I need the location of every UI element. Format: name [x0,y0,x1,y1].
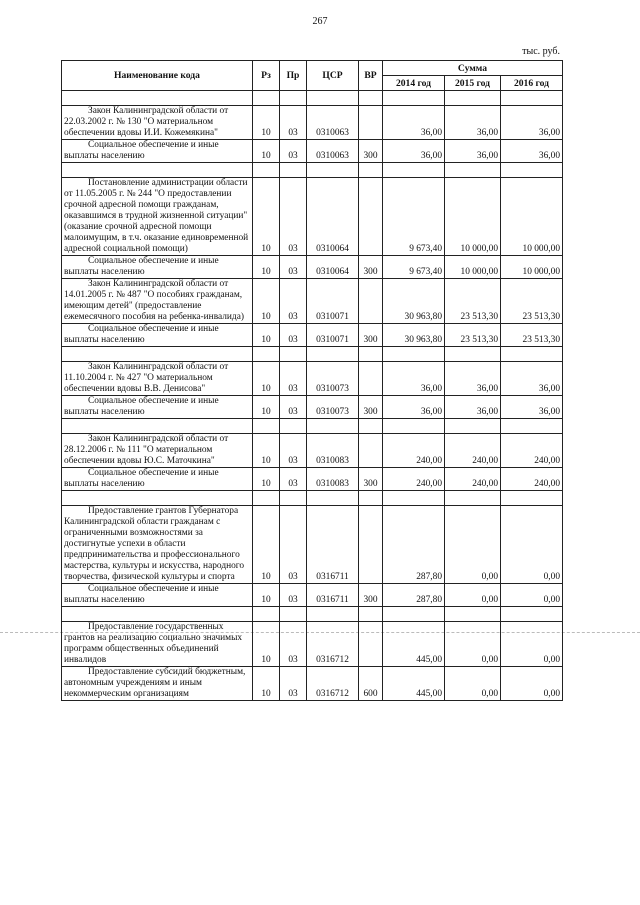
row-name [62,506,253,584]
row-2016: 0,00 [501,506,563,584]
units-label: тыс. руб. [522,46,560,57]
row-vr: 300 [359,584,383,607]
header-2014: 2014 год [383,76,445,91]
spacer-row [62,419,563,434]
row-name-text: Закон Калининградской области от 11.10.2004 г. № 427 "О материальном обеспечении вдовы В.В. Денисова" [64,362,229,394]
row-pr: 03 [280,667,307,701]
row-vr [359,434,383,468]
row-2014: 36,00 [383,140,445,163]
row-pr: 03 [280,434,307,468]
row-2016: 36,00 [501,106,563,140]
row-2014: 30 963,80 [383,324,445,347]
table-row [62,584,563,607]
row-2016: 23 513,30 [501,279,563,324]
header-csr: ЦСР [307,61,359,91]
row-rz: 10 [253,506,280,584]
row-pr: 03 [280,584,307,607]
table-body [62,91,563,701]
spacer-row [62,607,563,622]
table-row [62,506,563,584]
row-name-text: Социальное обеспечение и иные выплаты населению [64,140,219,161]
row-pr: 03 [280,279,307,324]
row-2015: 0,00 [445,622,501,667]
row-name [62,279,253,324]
row-csr: 0310064 [307,256,359,279]
row-2014: 445,00 [383,622,445,667]
row-name-text: Закон Калининградской области от 22.03.2002 г. № 130 "О материальном обеспечении вдовы И.И. Кожемякина" [64,106,229,138]
row-rz: 10 [253,667,280,701]
table-row [62,362,563,396]
row-name [62,178,253,256]
header-sum: Сумма [383,61,563,76]
table-row [62,396,563,419]
row-2015: 0,00 [445,506,501,584]
row-rz: 10 [253,584,280,607]
row-name [62,584,253,607]
table-row [62,622,563,667]
row-2015: 36,00 [445,396,501,419]
row-2014: 9 673,40 [383,178,445,256]
row-2016: 10 000,00 [501,256,563,279]
row-2016: 0,00 [501,584,563,607]
row-csr: 0310063 [307,106,359,140]
row-2015: 23 513,30 [445,324,501,347]
row-2015: 0,00 [445,584,501,607]
row-rz: 10 [253,468,280,491]
row-pr: 03 [280,106,307,140]
row-2016: 36,00 [501,396,563,419]
row-2014: 240,00 [383,468,445,491]
spacer-row [62,91,563,106]
row-vr [359,279,383,324]
row-2016: 240,00 [501,434,563,468]
row-2016: 10 000,00 [501,178,563,256]
row-vr [359,106,383,140]
row-2016: 23 513,30 [501,324,563,347]
row-vr: 300 [359,256,383,279]
row-pr: 03 [280,622,307,667]
table-row [62,279,563,324]
row-2016: 0,00 [501,667,563,701]
row-2014: 445,00 [383,667,445,701]
row-rz: 10 [253,178,280,256]
row-vr [359,178,383,256]
row-name [62,106,253,140]
row-name [62,434,253,468]
row-csr: 0310073 [307,396,359,419]
spacer-row [62,491,563,506]
spacer-row [62,163,563,178]
row-csr: 0310064 [307,178,359,256]
row-csr: 0316711 [307,506,359,584]
header-vr: ВР [359,61,383,91]
row-csr: 0310063 [307,140,359,163]
row-rz: 10 [253,362,280,396]
row-name [62,140,253,163]
row-rz: 10 [253,256,280,279]
row-pr: 03 [280,506,307,584]
row-2015: 10 000,00 [445,178,501,256]
row-2015: 36,00 [445,362,501,396]
row-vr: 600 [359,667,383,701]
row-2014: 30 963,80 [383,279,445,324]
row-name-text: Социальное обеспечение и иные выплаты населению [64,396,219,417]
row-name-text: Постановление администрации области от 11.05.2005 г. № 244 "О предоставлении срочной адресной помощи гражданам, оказавшимся в трудной жизненной ситуации" (оказание срочной адресной помощи малоимущим, в т.ч. оказание единовременной адресной социальной помощи) [64,178,249,254]
table-row [62,434,563,468]
row-2015: 240,00 [445,468,501,491]
row-rz: 10 [253,622,280,667]
header-2015: 2015 год [445,76,501,91]
row-name [62,396,253,419]
header-pr: Пр [280,61,307,91]
row-pr: 03 [280,178,307,256]
spacer-row [62,347,563,362]
header-name: Наименование кода [62,61,253,91]
row-2016: 36,00 [501,140,563,163]
row-name-text: Социальное обеспечение и иные выплаты населению [64,468,219,489]
row-name [62,256,253,279]
row-2016: 0,00 [501,622,563,667]
row-name [62,622,253,667]
row-2014: 36,00 [383,396,445,419]
table-row [62,468,563,491]
row-name-text: Закон Калининградской области от 28.12.2006 г. № 111 "О материальном обеспечении вдовы Ю.С. Маточкина" [64,434,229,466]
row-vr [359,362,383,396]
row-rz: 10 [253,434,280,468]
row-csr: 0310083 [307,468,359,491]
row-name-text: Социальное обеспечение и иные выплаты населению [64,324,219,345]
row-pr: 03 [280,324,307,347]
row-2015: 23 513,30 [445,279,501,324]
row-vr: 300 [359,396,383,419]
row-name-text: Социальное обеспечение и иные выплаты населению [64,256,219,277]
row-csr: 0316712 [307,667,359,701]
row-csr: 0310071 [307,324,359,347]
row-rz: 10 [253,140,280,163]
table-row [62,256,563,279]
header-2016: 2016 год [501,76,563,91]
row-csr: 0316712 [307,622,359,667]
row-rz: 10 [253,106,280,140]
row-pr: 03 [280,256,307,279]
row-2015: 10 000,00 [445,256,501,279]
table-row [62,140,563,163]
row-name-text: Предоставление государственных грантов на реализацию социально значимых программ общественных объединений инвалидов [64,622,243,665]
row-2015: 36,00 [445,140,501,163]
row-csr: 0310083 [307,434,359,468]
row-2014: 36,00 [383,106,445,140]
table-row [62,324,563,347]
table-row [62,178,563,256]
row-name [62,667,253,701]
table-row [62,106,563,140]
row-pr: 03 [280,362,307,396]
row-rz: 10 [253,279,280,324]
row-name-text: Закон Калининградской области от 14.01.2005 г. № 487 "О пособиях гражданам, имеющим детей" (предоставление ежемесячного пособия на ребенка-инвалида) [64,279,244,322]
row-vr: 300 [359,468,383,491]
row-2014: 36,00 [383,362,445,396]
row-name [62,362,253,396]
row-csr: 0310071 [307,279,359,324]
row-2014: 287,80 [383,506,445,584]
row-name-text: Социальное обеспечение и иные выплаты населению [64,584,219,605]
row-rz: 10 [253,324,280,347]
budget-table [61,60,563,701]
row-rz: 10 [253,396,280,419]
row-name-text: Предоставление грантов Губернатора Калининградской области гражданам с ограниченными возможностями за достигнутые успехи в области предпринимательства и профессионального мастерства, культуры и искусства, народного творчества, физической культуры и спорта [64,506,245,582]
row-pr: 03 [280,468,307,491]
row-vr [359,506,383,584]
row-csr: 0310073 [307,362,359,396]
table-row [62,667,563,701]
row-csr: 0316711 [307,584,359,607]
row-name [62,468,253,491]
row-name-text: Предоставление субсидий бюджетным, автономным учреждениям и иным некоммерческим организациям [64,667,246,699]
row-2015: 36,00 [445,106,501,140]
header-rz: Рз [253,61,280,91]
row-vr: 300 [359,140,383,163]
row-vr [359,622,383,667]
row-2015: 240,00 [445,434,501,468]
row-2014: 240,00 [383,434,445,468]
row-pr: 03 [280,396,307,419]
row-2015: 0,00 [445,667,501,701]
row-name [62,324,253,347]
row-vr: 300 [359,324,383,347]
row-2014: 287,80 [383,584,445,607]
row-2016: 240,00 [501,468,563,491]
row-2016: 36,00 [501,362,563,396]
row-2014: 9 673,40 [383,256,445,279]
row-pr: 03 [280,140,307,163]
page-number: 267 [312,16,328,27]
